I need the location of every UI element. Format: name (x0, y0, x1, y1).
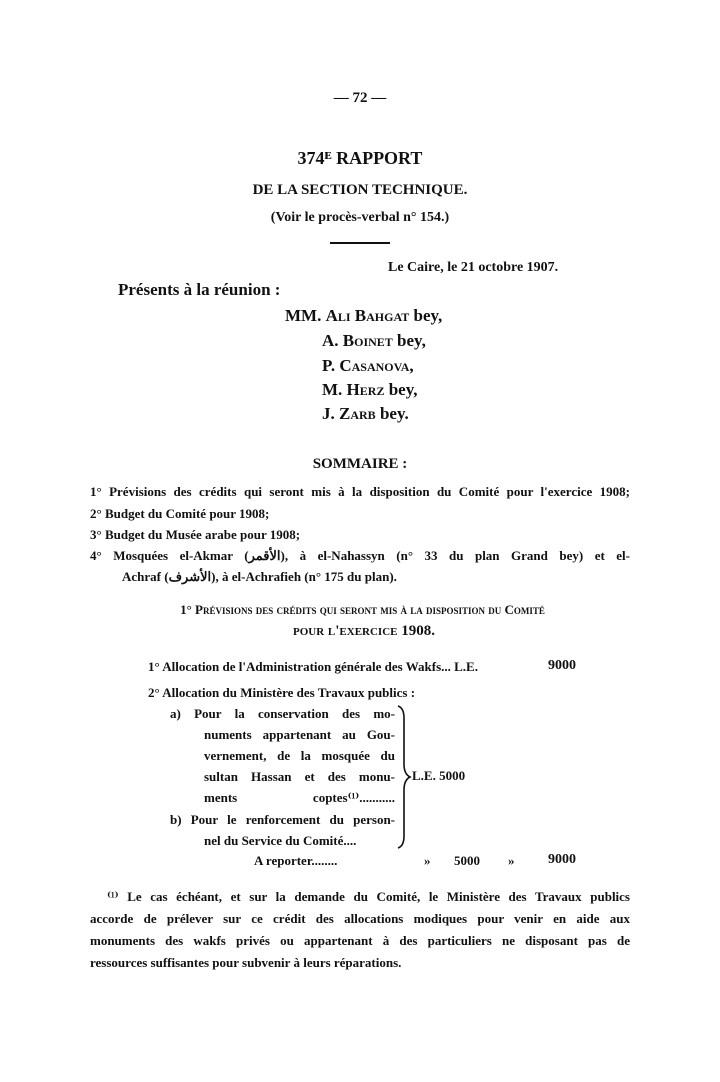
title-divider (330, 242, 390, 244)
carry-forward-label: A reporter........ (254, 853, 338, 868)
carry-forward-value: 5000 (454, 853, 480, 868)
item-a-line: numents appartenant au Gou- (204, 727, 395, 742)
footnote-line: ressources suffisantes pour subvenir à leurs réparations. (90, 955, 402, 970)
present-label: Présents à la réunion : (118, 280, 281, 299)
attendee-suffix: bey, (384, 380, 418, 399)
section-title: DE LA SECTION TECHNIQUE. (252, 182, 468, 198)
attendee-suffix: bey, (392, 331, 426, 350)
summary-item: 4° Mosquées el-Akmar (الأقمر), à el-Nahassyn (n° 33 du plan Grand bey) et el- (90, 548, 630, 563)
attendee (322, 356, 414, 376)
attendee-name: J. Zarb (322, 404, 376, 423)
page-number: — 72 — (333, 90, 387, 106)
attendee-suffix: bey, (409, 306, 443, 325)
carry-forward-mark: » (508, 853, 515, 868)
attendee (322, 331, 426, 351)
attendee-suffix: , (409, 356, 414, 375)
allocation-1-label: 1° Allocation de l'Administration générale des Wakfs... L.E. (148, 659, 478, 674)
summary-heading: SOMMAIRE : (312, 456, 408, 472)
attendee-prefix: MM. (285, 306, 326, 325)
summary-item: 3° Budget du Musée arabe pour 1908; (90, 527, 301, 542)
footnote-line: monuments des wakfs privés ou appartenant à des particuliers ne disposant pas de (90, 933, 630, 948)
attendee-name: A. Boinet (322, 331, 393, 350)
allocation-1-amount: 9000 (548, 658, 576, 673)
footnote-line: accorde de prélever sur ce crédit des allocations modiques pour venir en aide aux (90, 911, 630, 926)
attendee (322, 404, 409, 424)
brace-amount: L.E. 5000 (412, 768, 466, 783)
allocation-2-label: 2° Allocation du Ministère des Travaux publics : (148, 685, 416, 700)
attendee-name: M. Herz (322, 380, 385, 399)
attendee (322, 380, 418, 400)
item-a-line: a) Pour la conservation des mo- (170, 706, 395, 721)
attendee-name: Ali Bahgat (325, 306, 410, 325)
procès-verbal-reference: (Voir le procès-verbal n° 154.) (270, 210, 450, 225)
carry-forward-mark: » (424, 853, 431, 868)
report-title: 374ᴱ RAPPORT (297, 148, 423, 168)
attendee-name: P. Casanova (322, 356, 410, 375)
section-heading-line: 1° Prévisions des crédits qui seront mis à la disposition du Comité (180, 602, 545, 617)
item-a-line: vernement, de la mosquée du (204, 748, 395, 763)
summary-item: 2° Budget du Comité pour 1908; (90, 506, 270, 521)
footnote-line: ⁽¹⁾ Le cas échéant, et sur la demande du Comité, le Ministère des Travaux publics (107, 889, 630, 904)
section-heading-line: pour l'exercice 1908. (293, 623, 435, 639)
item-b-line: b) Pour le renforcement du person- (170, 812, 395, 827)
summary-item: 1° Prévisions des crédits qui seront mis à la disposition du Comité pour l'exercice 1908; (90, 484, 630, 499)
summary-item-continuation: Achraf (الأشرف), à el-Achrafieh (n° 175 du plan). (122, 569, 397, 584)
attendee-suffix: bey. (375, 404, 409, 423)
date-line: Le Caire, le 21 octobre 1907. (388, 260, 559, 275)
carry-forward-value: 9000 (548, 852, 576, 867)
item-a-line: ments coptes⁽¹⁾........... (204, 790, 395, 805)
item-b-line: nel du Service du Comité.... (204, 833, 357, 848)
item-a-line: sultan Hassan et des monu- (204, 769, 395, 784)
attendee (285, 306, 442, 326)
